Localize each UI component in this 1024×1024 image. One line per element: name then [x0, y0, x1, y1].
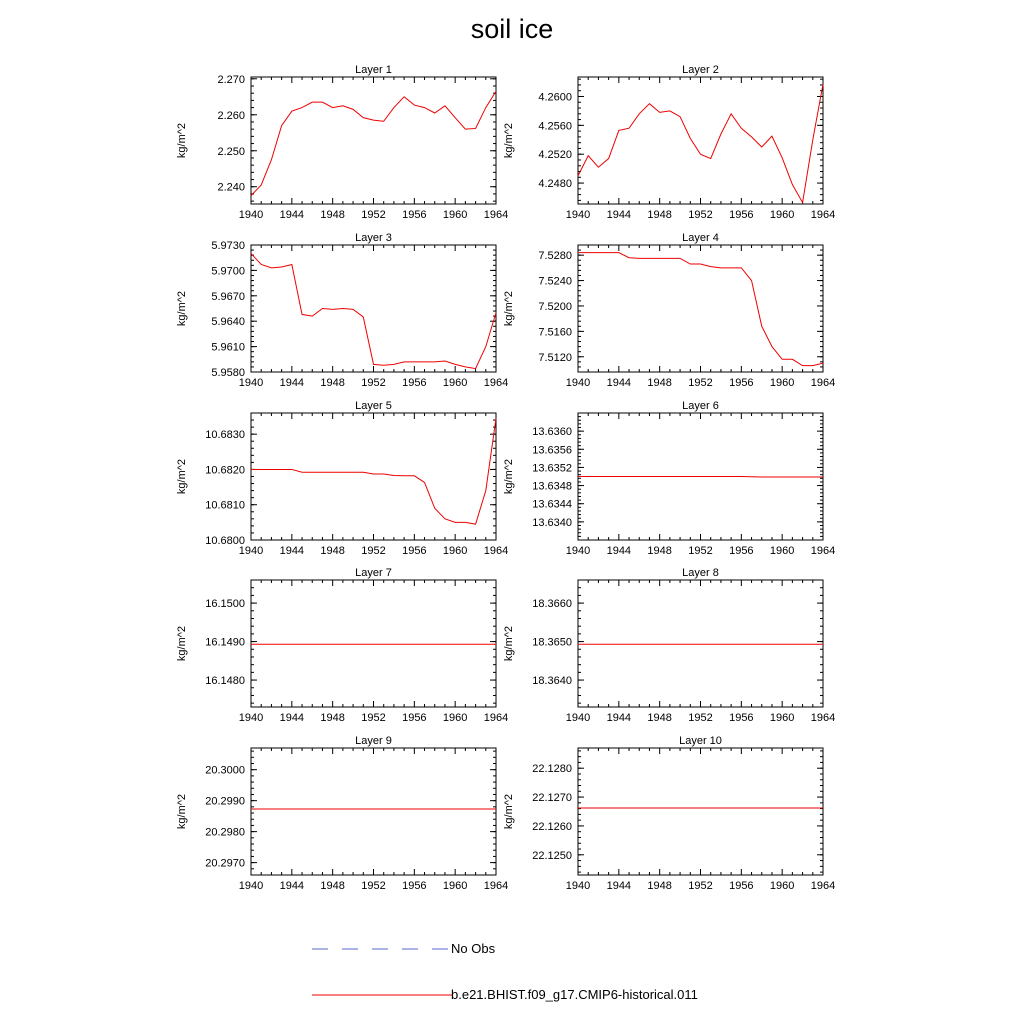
- y-tick-label: 2.260: [217, 109, 245, 122]
- plot-frame: [251, 748, 496, 875]
- y-tick-label: 10.6820: [205, 464, 245, 477]
- x-tick-label: 1948: [320, 377, 345, 389]
- chart-panel-7: [176, 567, 508, 724]
- legend-label-no-obs: No Obs: [451, 941, 496, 956]
- x-tick-label: 1964: [810, 712, 836, 724]
- panel-title: Layer 10: [679, 735, 722, 747]
- x-tick-label: 1960: [769, 545, 795, 557]
- x-tick-label: 1948: [647, 712, 672, 724]
- x-tick-label: 1964: [810, 209, 836, 221]
- x-tick-label: 1948: [647, 377, 672, 389]
- x-tick-label: 1956: [402, 712, 427, 724]
- y-tick-label: 2.240: [217, 181, 245, 194]
- x-tick-label: 1952: [688, 377, 713, 389]
- y-tick-label: 16.1490: [205, 636, 245, 649]
- x-tick-label: 1948: [320, 712, 345, 724]
- y-tick-label: 18.3650: [532, 636, 572, 649]
- y-tick-label: 22.1280: [532, 763, 572, 776]
- chart-panel-3: [176, 232, 508, 389]
- x-tick-label: 1960: [769, 712, 795, 724]
- y-axis-label: kg/m^2: [503, 793, 515, 830]
- y-tick-label: 5.9640: [211, 316, 245, 329]
- x-tick-label: 1964: [810, 880, 836, 892]
- plot-frame: [251, 77, 496, 204]
- y-tick-label: 2.250: [217, 145, 245, 158]
- y-tick-label: 7.5120: [538, 351, 572, 364]
- y-tick-label: 7.5160: [538, 326, 572, 339]
- x-tick-label: 1952: [361, 377, 386, 389]
- y-tick-label: 7.5200: [538, 300, 572, 313]
- x-tick-label: 1956: [729, 880, 754, 892]
- y-tick-label: 22.1270: [532, 792, 572, 805]
- x-tick-label: 1940: [565, 377, 591, 389]
- y-tick-label: 4.2560: [538, 120, 572, 133]
- y-tick-label: 4.2480: [538, 178, 572, 191]
- x-tick-label: 1960: [769, 377, 795, 389]
- x-tick-label: 1960: [442, 880, 468, 892]
- x-tick-label: 1956: [729, 545, 754, 557]
- y-axis-label: kg/m^2: [503, 625, 515, 662]
- y-tick-label: 13.6340: [532, 516, 572, 529]
- x-tick-label: 1964: [483, 209, 509, 221]
- plot-frame: [251, 580, 496, 707]
- y-tick-label: 13.6352: [532, 462, 572, 475]
- x-tick-label: 1960: [442, 712, 468, 724]
- y-tick-label: 16.1500: [205, 598, 245, 611]
- x-tick-label: 1952: [688, 209, 713, 221]
- x-tick-label: 1940: [238, 545, 264, 557]
- legend-line-model: [312, 990, 452, 1000]
- y-axis-label: kg/m^2: [503, 458, 515, 495]
- y-tick-label: 20.2990: [205, 795, 245, 808]
- x-tick-label: 1940: [238, 209, 264, 221]
- y-tick-label: 20.2970: [205, 857, 245, 870]
- x-tick-label: 1960: [769, 880, 795, 892]
- x-tick-label: 1944: [606, 209, 632, 221]
- y-tick-label: 13.6348: [532, 480, 572, 493]
- x-tick-label: 1964: [483, 712, 509, 724]
- series-line: [251, 91, 496, 195]
- x-tick-label: 1964: [483, 880, 509, 892]
- y-tick-label: 4.2600: [538, 91, 572, 104]
- y-tick-label: 20.2980: [205, 826, 245, 839]
- chart-panel-5: [176, 400, 508, 557]
- y-tick-label: 2.270: [217, 73, 245, 86]
- x-tick-label: 1956: [402, 209, 427, 221]
- series-line: [251, 253, 496, 368]
- x-tick-label: 1940: [565, 209, 591, 221]
- plot-frame: [578, 580, 823, 707]
- y-tick-label: 20.3000: [205, 764, 245, 777]
- y-tick-label: 5.9610: [211, 341, 245, 354]
- x-tick-label: 1944: [606, 377, 632, 389]
- x-tick-label: 1948: [647, 209, 672, 221]
- series-line: [251, 418, 496, 524]
- x-tick-label: 1956: [402, 545, 427, 557]
- y-tick-label: 5.9700: [211, 265, 245, 278]
- y-axis-label: kg/m^2: [503, 290, 515, 327]
- x-tick-label: 1960: [442, 545, 468, 557]
- panel-title: Layer 4: [682, 232, 719, 244]
- x-tick-label: 1940: [565, 880, 591, 892]
- panel-title: Layer 2: [682, 64, 719, 76]
- y-tick-label: 10.6800: [205, 535, 245, 547]
- x-tick-label: 1956: [402, 880, 427, 892]
- chart-panel-1: [176, 64, 508, 221]
- y-tick-label: 16.1480: [205, 675, 245, 688]
- y-tick-label: 5.9670: [211, 290, 245, 303]
- chart-panel-2: [503, 64, 835, 221]
- panel-title: Layer 1: [355, 64, 392, 76]
- panel-title: Layer 9: [355, 735, 392, 747]
- x-tick-label: 1952: [688, 545, 713, 557]
- y-axis-label: kg/m^2: [176, 793, 188, 830]
- x-tick-label: 1960: [442, 377, 468, 389]
- y-axis-label: kg/m^2: [176, 625, 188, 662]
- y-tick-label: 18.3660: [532, 598, 572, 611]
- plot-frame: [251, 413, 496, 540]
- y-axis-label: kg/m^2: [503, 122, 515, 159]
- x-tick-label: 1964: [810, 545, 836, 557]
- x-tick-label: 1940: [565, 545, 591, 557]
- x-tick-label: 1952: [361, 545, 386, 557]
- y-tick-label: 22.1260: [532, 820, 572, 833]
- y-tick-label: 7.5240: [538, 275, 572, 288]
- y-tick-label: 13.6344: [532, 498, 572, 511]
- y-tick-label: 13.6356: [532, 444, 572, 457]
- y-tick-label: 10.6810: [205, 499, 245, 512]
- legend-line-no-obs: [312, 944, 452, 954]
- plot-frame: [578, 748, 823, 875]
- x-tick-label: 1944: [279, 209, 305, 221]
- x-tick-label: 1960: [442, 209, 468, 221]
- x-tick-label: 1964: [483, 377, 509, 389]
- chart-panel-10: [503, 735, 835, 892]
- y-tick-label: 5.9730: [211, 240, 245, 252]
- x-tick-label: 1956: [729, 377, 754, 389]
- panel-title: Layer 5: [355, 400, 392, 412]
- y-tick-label: 13.6360: [532, 426, 572, 439]
- x-tick-label: 1948: [320, 545, 345, 557]
- x-tick-label: 1944: [279, 545, 305, 557]
- x-tick-label: 1940: [565, 712, 591, 724]
- x-tick-label: 1944: [279, 712, 305, 724]
- x-tick-label: 1944: [606, 712, 632, 724]
- panel-title: Layer 3: [355, 232, 392, 244]
- x-tick-label: 1952: [688, 880, 713, 892]
- x-tick-label: 1948: [320, 880, 345, 892]
- x-tick-label: 1940: [238, 377, 264, 389]
- y-tick-label: 10.6830: [205, 429, 245, 442]
- series-line: [578, 253, 823, 366]
- plot-frame: [251, 245, 496, 372]
- x-tick-label: 1952: [361, 712, 386, 724]
- x-tick-label: 1952: [688, 712, 713, 724]
- legend-label-model: b.e21.BHIST.f09_g17.CMIP6-historical.011: [451, 987, 698, 1002]
- x-tick-label: 1956: [729, 209, 754, 221]
- x-tick-label: 1940: [238, 880, 264, 892]
- y-axis-label: kg/m^2: [176, 122, 188, 159]
- x-tick-label: 1940: [238, 712, 264, 724]
- y-tick-label: 5.9580: [211, 367, 245, 379]
- x-tick-label: 1960: [769, 209, 795, 221]
- x-tick-label: 1944: [279, 377, 305, 389]
- y-tick-label: 18.3640: [532, 675, 572, 688]
- x-tick-label: 1964: [483, 545, 509, 557]
- series-line: [578, 84, 823, 202]
- x-tick-label: 1952: [361, 209, 386, 221]
- chart-panel-6: [503, 400, 835, 557]
- x-tick-label: 1948: [320, 209, 345, 221]
- x-tick-label: 1956: [402, 377, 427, 389]
- panel-title: Layer 6: [682, 400, 719, 412]
- chart-panel-9: [176, 735, 508, 892]
- x-tick-label: 1956: [729, 712, 754, 724]
- y-tick-label: 22.1250: [532, 849, 572, 862]
- x-tick-label: 1944: [606, 545, 632, 557]
- chart-panel-4: [503, 232, 835, 389]
- panel-title: Layer 7: [355, 567, 392, 579]
- figure-title: soil ice: [470, 14, 554, 44]
- x-tick-label: 1964: [810, 377, 836, 389]
- y-tick-label: 7.5280: [538, 250, 572, 263]
- x-tick-label: 1952: [361, 880, 386, 892]
- y-axis-label: kg/m^2: [176, 290, 188, 327]
- chart-panel-8: [503, 567, 835, 724]
- x-tick-label: 1944: [606, 880, 632, 892]
- y-tick-label: 4.2520: [538, 149, 572, 162]
- panel-title: Layer 8: [682, 567, 719, 579]
- x-tick-label: 1944: [279, 880, 305, 892]
- x-tick-label: 1948: [647, 545, 672, 557]
- x-tick-label: 1948: [647, 880, 672, 892]
- y-axis-label: kg/m^2: [176, 458, 188, 495]
